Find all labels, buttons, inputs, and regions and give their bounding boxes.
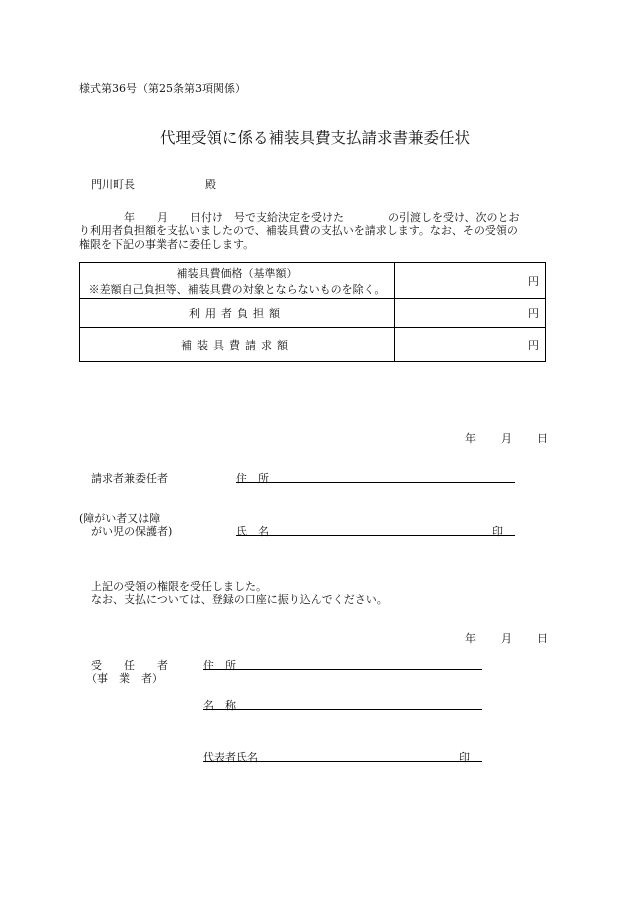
claim-amount-label: 補装具費請求額 [181, 338, 293, 352]
table-row [80, 328, 546, 362]
user-burden-amount[interactable] [395, 299, 546, 328]
guardian-note-line-2: がい児の保護者) [91, 525, 173, 538]
fee-price-amount[interactable] [395, 263, 546, 299]
fee-table [79, 262, 546, 362]
form-number: 様式第36号（第25条第3項関係） [79, 82, 246, 95]
user-burden-label: 利用者負担額 [189, 307, 285, 320]
agent-rep-line[interactable] [203, 761, 482, 762]
date-month-label-2: 月 [501, 632, 512, 645]
date-year-label: 年 [465, 432, 476, 445]
agent-rep-label: 代表者氏名 [203, 751, 258, 764]
date-day-label: 日 [537, 432, 548, 445]
agent-sub-label: （事 業 者） [86, 672, 163, 685]
agent-label: 受 任 者 [91, 659, 168, 672]
document-title: 代理受領に係る補装具費支払請求書兼委任状 [159, 129, 470, 147]
addressee-honorific: 殿 [205, 178, 216, 191]
date-day-label-2: 日 [537, 632, 548, 645]
fee-price-label: 補装具費価格（基準額） [176, 266, 298, 280]
agent-address-line[interactable] [203, 669, 482, 670]
claim-amount-amount[interactable] [395, 328, 546, 362]
date-month-label: 月 [501, 432, 512, 445]
table-row [80, 299, 546, 328]
acceptance-line-2: なお、支払については、登録の口座に振り込んでください。 [91, 593, 388, 606]
yen-unit: 円 [528, 274, 539, 288]
claim-amount-label-cell [80, 328, 395, 362]
addressee-name: 門川町長 [91, 178, 135, 191]
agent-seal: 印 [459, 751, 470, 764]
requester-address-label: 住 所 [236, 472, 269, 485]
table-row [80, 263, 546, 299]
acceptance-line-1: 上記の受領の権限を受任しました。 [91, 580, 267, 593]
fee-price-label-cell [80, 263, 395, 299]
guardian-note-line-1: (障がい者又は障 [79, 512, 161, 525]
requester-seal: 印 [492, 525, 503, 538]
requester-label: 請求者兼委任者 [91, 472, 168, 485]
requester-name-label: 氏 名 [236, 525, 269, 538]
yen-unit: 円 [528, 307, 539, 320]
date-year-label-2: 年 [465, 632, 476, 645]
user-burden-label-cell [80, 299, 395, 328]
agent-address-label: 住 所 [203, 659, 236, 672]
requester-address-line[interactable] [236, 482, 515, 483]
intro-line-3: 権限を下記の事業者に委任します。 [79, 238, 255, 251]
requester-name-line[interactable] [236, 535, 515, 536]
intro-line-2: り利用者負担額を支払いましたので、補装具費の支払いを請求します。なお、その受領の [79, 224, 518, 237]
intro-line-1: 年 月 日付け 号で支給決定を受けた の引渡しを受け、次のとお [124, 211, 520, 224]
fee-price-note: ※差額自己負担等、補装具費の対象とならないものを除く。 [88, 282, 386, 296]
agent-name-label: 名 称 [203, 699, 236, 712]
agent-name-line[interactable] [203, 709, 482, 710]
yen-unit: 円 [528, 338, 539, 352]
